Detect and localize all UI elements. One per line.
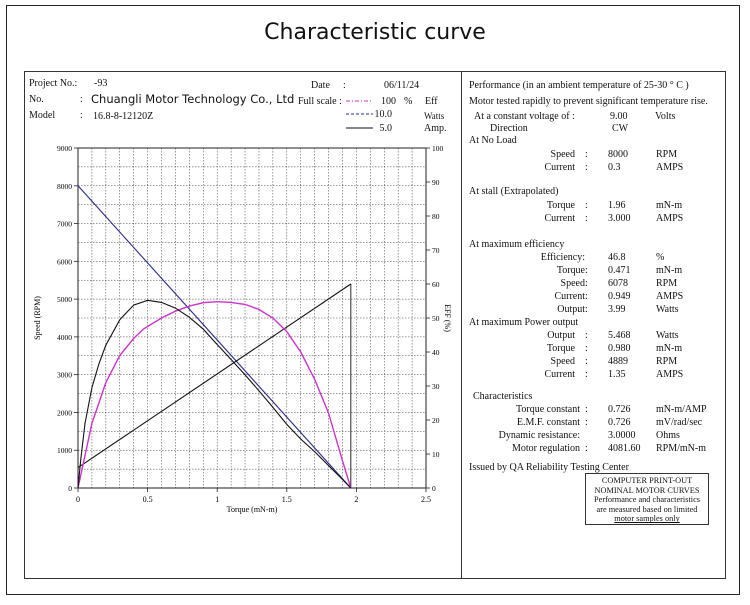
page-title: Characteristic curve — [264, 20, 486, 45]
y-right-tick-label: 60 — [432, 280, 440, 289]
y-left-tick-label: 6000 — [57, 257, 72, 267]
row-label: Torque — [546, 200, 575, 211]
voltage-label: At a constant voltage of : — [474, 111, 575, 122]
y-right-tick-label: 70 — [432, 246, 440, 255]
row-label: Torque — [556, 265, 585, 276]
manufacturer-name: Chuangli Motor Technology Co., Ltd — [91, 92, 295, 106]
row-unit: mN-m — [656, 200, 683, 211]
row-value: 1.35 — [608, 369, 626, 380]
x-tick-label: 2 — [354, 495, 359, 504]
y-left-tick-label: 2000 — [57, 408, 72, 418]
y-left-tick-label: 3000 — [57, 370, 72, 380]
row-separator: : — [585, 343, 588, 354]
legend-amp-value: 5.0 — [379, 123, 392, 134]
row-unit: mN-m — [656, 265, 683, 276]
row-separator: : — [585, 330, 588, 341]
y-left-tick-label: 4000 — [57, 332, 72, 342]
row-separator: : — [585, 149, 588, 160]
perf-note: Motor tested rapidly to prevent significant temperature rise. — [469, 96, 708, 107]
legend-watts-name: Watts — [424, 111, 445, 121]
direction-value: CW — [612, 123, 629, 134]
row-unit: mN-m — [656, 343, 683, 354]
project-label: Project No.: — [29, 78, 78, 89]
row-unit: mN-m/AMP — [656, 404, 707, 415]
row-unit: AMPS — [656, 162, 684, 173]
row-label: Current — [554, 291, 585, 302]
series-current-line — [78, 284, 351, 468]
x-tick-label: 0 — [76, 495, 80, 504]
row-separator: : — [585, 200, 588, 211]
row-value: 3.99 — [608, 304, 626, 315]
legend-eff-unit: % — [404, 96, 413, 107]
model-value: 16.8-8-12120Z — [93, 111, 154, 122]
stamp-line: Performance and characteristics — [594, 495, 700, 505]
y-left-tick-label: 8000 — [57, 181, 72, 191]
perf-ambient: Performance (in an ambient temperature of 25-30 ° C ) — [469, 80, 689, 91]
stamp-line: motor samples only — [614, 514, 680, 524]
date-value: 06/11/24 — [384, 80, 420, 91]
stamp-line: NOMINAL MOTOR CURVES — [594, 485, 700, 495]
row-value: 0.726 — [608, 417, 631, 428]
y-right-tick-label: 20 — [432, 416, 440, 425]
row-label: Dynamic resistance: — [498, 430, 580, 441]
voltage-value: 9.00 — [610, 111, 628, 122]
y-left-tick-label: 9000 — [57, 144, 72, 153]
y-right-tick-label: 0 — [432, 484, 436, 493]
row-separator: : — [585, 213, 588, 224]
row-separator: : — [585, 356, 588, 367]
section-title: At stall (Extrapolated) — [469, 186, 559, 197]
y-axis-right-label: EFF (%) — [443, 304, 452, 332]
section-title: At No Load — [469, 135, 517, 146]
row-unit: RPM — [656, 356, 678, 367]
row-separator: : — [585, 278, 588, 289]
x-tick-label: 1.5 — [281, 495, 292, 504]
row-value: 4081.60 — [608, 443, 641, 454]
row-value: 5.468 — [608, 330, 631, 341]
x-tick-label: 2.5 — [421, 495, 431, 504]
y-right-tick-label: 30 — [432, 382, 440, 391]
section-title: At maximum Power output — [469, 317, 579, 328]
x-tick-label: 1 — [215, 495, 220, 504]
row-label: Speed — [550, 356, 575, 367]
date-label: Date — [311, 80, 330, 91]
row-value: 4889 — [608, 356, 628, 367]
voltage-unit: Volts — [655, 111, 676, 122]
row-label: Output — [557, 304, 585, 315]
y-right-tick-label: 10 — [432, 450, 440, 459]
row-unit: RPM — [656, 149, 678, 160]
row-label: Speed — [550, 149, 575, 160]
row-value: 0.949 — [608, 291, 631, 302]
row-separator: : — [585, 162, 588, 173]
row-unit: AMPS — [656, 213, 684, 224]
row-value: 0.726 — [608, 404, 631, 415]
y-left-tick-label: 7000 — [57, 219, 72, 229]
row-label: Speed — [560, 278, 585, 289]
direction-label: Direction — [490, 123, 528, 134]
series-output-line — [78, 300, 351, 488]
row-value: 3.000 — [608, 213, 631, 224]
y-left-tick-label: 5000 — [57, 295, 72, 305]
row-separator: : — [585, 404, 588, 415]
row-label: Efficiency: — [540, 252, 585, 263]
y-left-tick-label: 1000 — [57, 446, 72, 456]
section-title: Characteristics — [473, 391, 533, 402]
row-separator: : — [585, 417, 588, 428]
date-separator: : — [343, 80, 346, 91]
row-unit: RPM/mN-m — [656, 443, 707, 454]
y-right-tick-label: 90 — [432, 178, 440, 187]
issued-by: Issued by QA Reliability Testing Center — [469, 462, 629, 473]
y-right-tick-label: 40 — [432, 348, 440, 357]
y-left-tick-label: 0 — [68, 484, 72, 493]
row-unit: % — [656, 252, 665, 263]
no-separator: : — [80, 94, 83, 105]
row-unit: RPM — [656, 278, 678, 289]
row-value: 6078 — [608, 278, 628, 289]
row-label: Torque constant — [515, 404, 580, 415]
row-label: Current — [544, 369, 575, 380]
row-unit: Watts — [656, 304, 679, 315]
row-separator: : — [585, 369, 588, 380]
row-unit: AMPS — [656, 369, 684, 380]
legend-eff-name: Eff — [425, 96, 438, 107]
series-efficiency-line — [78, 302, 351, 488]
model-label: Model — [29, 110, 56, 121]
row-unit: AMPS — [656, 291, 684, 302]
y-right-tick-label: 100 — [432, 144, 444, 153]
project-value: -93 — [94, 78, 108, 89]
row-label: Output — [547, 330, 575, 341]
row-unit: mV/rad/sec — [656, 417, 703, 428]
row-value: 3.0000 — [608, 430, 636, 441]
x-tick-label: 0.5 — [142, 495, 153, 504]
legend-eff-value: 100 — [381, 96, 396, 107]
row-label: Current — [544, 213, 575, 224]
y-axis-left-label: Speed (RPM) — [33, 296, 42, 340]
model-separator: : — [80, 110, 83, 121]
x-axis-label: Torque (mN-m) — [226, 505, 278, 514]
row-separator: : — [585, 443, 588, 454]
row-value: 0.980 — [608, 343, 631, 354]
row-label: Current — [544, 162, 575, 173]
row-separator: : — [585, 304, 588, 315]
chart-grid — [78, 148, 426, 488]
row-unit: Ohms — [656, 430, 680, 441]
section-title: At maximum efficiency — [469, 239, 565, 250]
y-right-tick-label: 80 — [432, 212, 440, 221]
row-value: 1.96 — [608, 200, 626, 211]
row-separator: : — [585, 291, 588, 302]
legend-watts-value: 10.0 — [374, 109, 392, 120]
row-value: 8000 — [608, 149, 628, 160]
row-value: 0.3 — [608, 162, 621, 173]
legend-amp-name: Amp. — [424, 123, 447, 134]
stamp-line: COMPUTER PRINT-OUT — [601, 476, 693, 485]
printout-stamp — [585, 473, 709, 525]
stamp-line: are measured based on limited — [596, 504, 698, 514]
fullscale-label: Full scale : — [298, 96, 342, 107]
row-label: Motor regulation — [511, 443, 580, 454]
row-label: Torque — [546, 343, 575, 354]
y-right-tick-label: 50 — [432, 314, 440, 323]
row-unit: Watts — [656, 330, 679, 341]
row-value: 0.471 — [608, 265, 631, 276]
row-value: 46.8 — [608, 252, 626, 263]
row-label: E.M.F. constant — [516, 417, 580, 428]
row-separator: : — [585, 265, 588, 276]
no-label: No. — [29, 94, 44, 105]
